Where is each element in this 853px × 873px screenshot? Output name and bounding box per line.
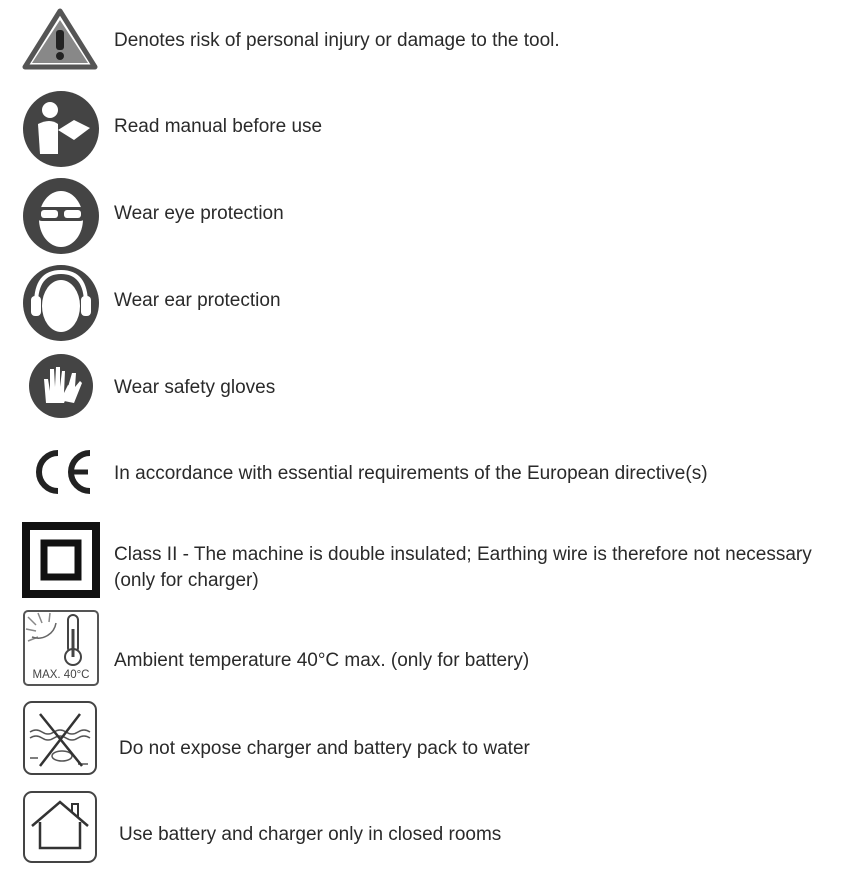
no-water-icon (22, 700, 98, 776)
class-ii-icon (22, 522, 100, 598)
symbol-description-note: (only for charger) (114, 570, 259, 591)
symbol-description: Use battery and charger only in closed rooms (119, 824, 502, 845)
read-manual-icon (22, 90, 100, 168)
symbol-description: Wear safety gloves (114, 377, 276, 398)
safety-gloves-icon (28, 353, 94, 419)
ear-protection-icon (22, 264, 100, 342)
symbol-description: Wear ear protection (114, 290, 281, 311)
symbol-description: Wear eye protection (114, 203, 284, 224)
temperature-icon-label: MAX. 40°C (32, 669, 90, 681)
temperature-icon (22, 609, 100, 687)
symbol-description: Read manual before use (114, 116, 323, 137)
symbol-description: Do not expose charger and battery pack to water (119, 738, 530, 759)
warning-triangle-icon (22, 8, 98, 70)
eye-protection-icon (22, 177, 100, 255)
ce-mark-icon (28, 449, 94, 495)
symbol-description: Ambient temperature 40°C max. (only for battery) (114, 650, 530, 671)
symbol-description: Denotes risk of personal injury or damage to the tool. (114, 30, 560, 51)
symbol-description: In accordance with essential requirements of the European directive(s) (114, 463, 708, 484)
indoor-only-icon (22, 790, 98, 864)
symbol-description: Class II - The machine is double insulated; Earthing wire is therefore not necessary (114, 544, 812, 565)
